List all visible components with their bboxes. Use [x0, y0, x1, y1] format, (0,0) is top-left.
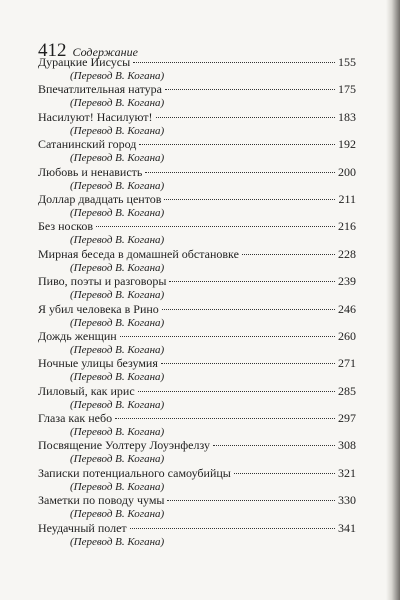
page-edge-shadow — [386, 0, 400, 600]
toc-entry-translator: (Перевод В. Когана) — [70, 535, 165, 548]
toc-entry-title: Ночные улицы безумия — [38, 356, 158, 371]
toc-entry-line — [38, 303, 356, 316]
toc-entry-page: 285 — [338, 383, 356, 398]
dot-leader — [161, 363, 335, 364]
toc-entry — [38, 193, 356, 220]
dot-leader — [96, 226, 335, 227]
toc-entry-line — [38, 385, 356, 398]
toc-entry-title: Записки потенциального самоубийцы — [38, 465, 231, 480]
toc-entry-page: 341 — [338, 520, 356, 535]
toc-entry-page: 211 — [338, 191, 356, 206]
toc-entry-translator: (Перевод В. Когана) — [70, 179, 165, 192]
dot-leader — [130, 528, 335, 529]
toc-entry-title: Мирная беседа в домашней обстановке — [38, 246, 239, 261]
toc-entry-line — [38, 248, 356, 261]
toc-entry-translator: (Перевод В. Когана) — [70, 480, 165, 493]
toc-entry-title: Сатанинский город — [38, 137, 137, 152]
toc-entry-line — [38, 275, 356, 288]
toc-entry — [38, 385, 356, 412]
dot-leader — [156, 117, 335, 118]
toc-entry — [38, 494, 356, 521]
toc-entry-line — [38, 83, 356, 96]
toc-entry — [38, 138, 356, 165]
dot-leader — [234, 473, 335, 474]
toc-entry-line — [38, 193, 356, 206]
toc-entry-translator: (Перевод В. Когана) — [70, 453, 165, 466]
toc-entry-title: Посвящение Уолтеру Лоуэнфелзу — [38, 438, 210, 453]
toc-entry-title: Насилуют! Насилуют! — [38, 109, 153, 124]
toc-entry-translator: (Перевод В. Когана) — [70, 70, 165, 82]
dot-leader — [164, 199, 335, 200]
toc-entry-line — [38, 357, 356, 370]
toc-entry-line — [38, 467, 356, 480]
toc-entry-page: 239 — [338, 274, 356, 289]
toc-entry — [38, 166, 356, 193]
toc-entry-page: 228 — [338, 246, 356, 261]
dot-leader — [115, 418, 335, 419]
toc-entry-translator: (Перевод В. Когана) — [70, 316, 165, 329]
toc-entry — [38, 439, 356, 466]
toc-entry-page: 216 — [338, 219, 356, 234]
toc-entry-page: 308 — [338, 438, 356, 453]
toc-entry-title: Любовь и ненависть — [38, 164, 143, 179]
table-of-contents — [38, 56, 356, 549]
toc-entry-translator: (Перевод В. Когана) — [70, 124, 165, 137]
toc-entry-line — [38, 138, 356, 151]
toc-entry-page: 330 — [338, 493, 356, 508]
toc-entry — [38, 111, 356, 138]
toc-entry-page: 183 — [338, 109, 356, 124]
toc-entry-title: Дурацкие Иисусы — [38, 55, 131, 69]
toc-entry — [38, 56, 356, 83]
toc-entry-translator: (Перевод В. Когана) — [70, 371, 165, 384]
toc-entry-title: Лиловый, как ирис — [38, 383, 135, 398]
dot-leader — [169, 281, 335, 282]
toc-entry — [38, 522, 356, 549]
toc-entry-page: 246 — [338, 301, 356, 316]
page-number: 412 — [38, 40, 67, 61]
toc-entry-title: Неудачный полет — [38, 520, 127, 535]
toc-entry-page: 260 — [338, 328, 356, 343]
toc-entry-translator: (Перевод В. Когана) — [70, 206, 165, 219]
toc-entry-line — [38, 220, 356, 233]
dot-leader — [138, 391, 335, 392]
toc-entry-line — [38, 412, 356, 425]
toc-entry — [38, 248, 356, 275]
toc-entry — [38, 220, 356, 247]
toc-entry — [38, 275, 356, 302]
toc-entry-title: Пиво, поэты и разговоры — [38, 274, 167, 289]
toc-entry-page: 200 — [338, 164, 356, 179]
toc-entry — [38, 412, 356, 439]
toc-entry-page: 321 — [338, 465, 356, 480]
toc-entry-translator: (Перевод В. Когана) — [70, 261, 165, 274]
toc-entry-title: Заметки по поводу чумы — [38, 493, 165, 508]
toc-entry-translator: (Перевод В. Когана) — [70, 97, 165, 110]
toc-entry-translator: (Перевод В. Когана) — [70, 152, 165, 165]
toc-entry-title: Дождь женщин — [38, 328, 117, 343]
toc-entry-translator: (Перевод В. Когана) — [70, 426, 165, 439]
toc-entry-page: 175 — [338, 82, 356, 97]
toc-entry-line — [38, 494, 356, 507]
dot-leader — [139, 144, 335, 145]
toc-entry-page: 297 — [338, 411, 356, 426]
toc-entry-translator: (Перевод В. Когана) — [70, 398, 165, 411]
toc-entry-translator: (Перевод В. Когана) — [70, 343, 165, 356]
dot-leader — [133, 62, 335, 63]
toc-entry-line — [38, 111, 356, 124]
dot-leader — [120, 336, 335, 337]
toc-entry-line — [38, 439, 356, 452]
toc-entry-title: Без носков — [38, 219, 94, 234]
running-title: Содержание — [72, 45, 138, 59]
toc-entry-title: Доллар двадцать центов — [38, 191, 162, 206]
toc-entry-page: 271 — [338, 356, 356, 371]
dot-leader — [145, 172, 335, 173]
toc-entry-line — [38, 166, 356, 179]
toc-entry — [38, 303, 356, 330]
dot-leader — [242, 254, 335, 255]
toc-entry-title: Глаза как небо — [38, 411, 113, 426]
toc-entry — [38, 467, 356, 494]
toc-entry-translator: (Перевод В. Когана) — [70, 508, 165, 521]
toc-entry — [38, 357, 356, 384]
toc-entry-line — [38, 522, 356, 535]
toc-entry-page: 155 — [338, 55, 356, 69]
dot-leader — [162, 309, 335, 310]
toc-entry — [38, 83, 356, 110]
toc-entry-title: Впечатлительная натура — [38, 82, 163, 97]
toc-entry-translator: (Перевод В. Когана) — [70, 289, 165, 302]
toc-entry-line — [38, 330, 356, 343]
toc-entry-title: Я убил человека в Рино — [38, 301, 159, 316]
dot-leader — [165, 89, 335, 90]
toc-entry — [38, 330, 356, 357]
toc-entry-translator: (Перевод В. Когана) — [70, 234, 165, 247]
toc-entry-line — [38, 56, 356, 69]
dot-leader — [213, 445, 335, 446]
dot-leader — [167, 500, 335, 501]
toc-entry-page: 192 — [338, 137, 356, 152]
